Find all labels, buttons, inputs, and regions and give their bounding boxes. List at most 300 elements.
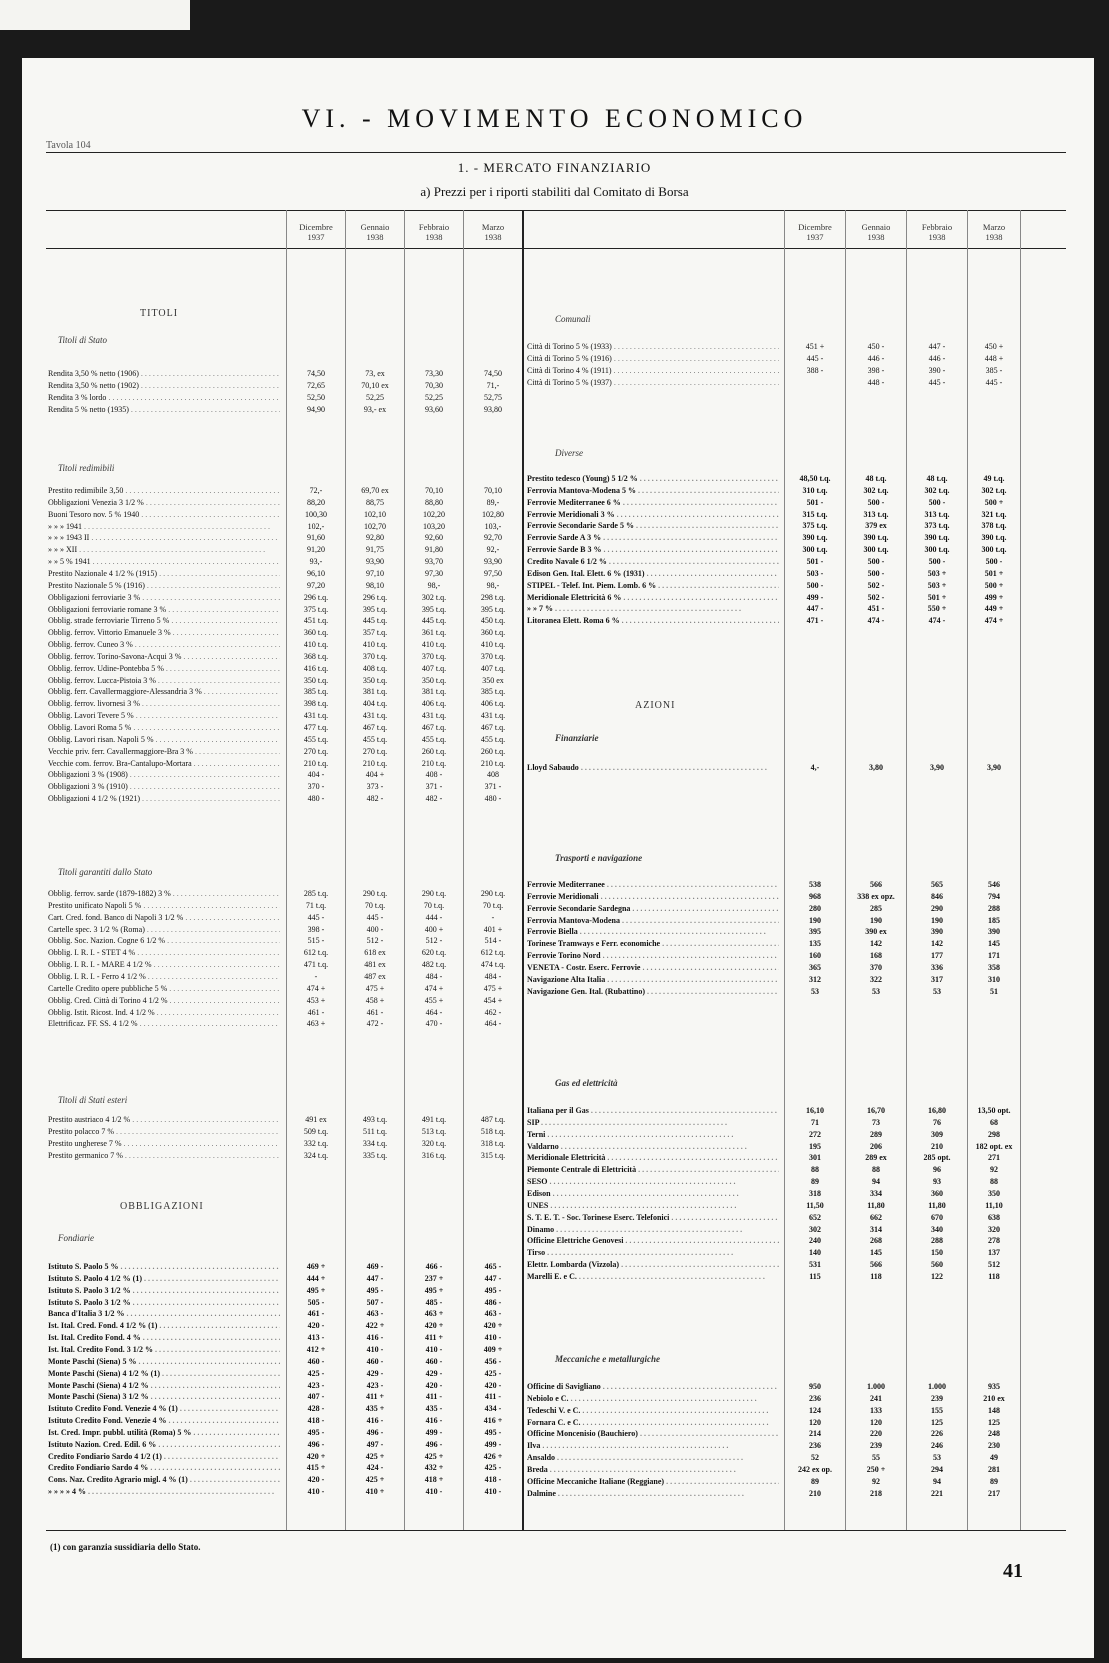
cell-value: 425 + — [365, 1452, 385, 1461]
row-label: Obblig. Lavori Roma 5 % . . . — [48, 723, 280, 732]
row-label: Obblig. Istit. Ricost. Ind. 4 1/2 % . . . — [48, 1008, 280, 1017]
cell-value: 496 - — [425, 1440, 443, 1449]
group-heading: Titoli redimibili — [58, 463, 115, 473]
cell-value: 404 - — [307, 770, 325, 779]
section-title: 1. - MERCATO FINANZIARIO — [457, 160, 652, 175]
cell-value: 93,60 — [425, 405, 443, 414]
row-label: Obblig. ferrov. Lucca-Pistoia 3 % . . . — [48, 676, 280, 685]
page-number: 41 — [1003, 1560, 1023, 1582]
cell-value: 302 — [809, 1225, 821, 1234]
cell-value: 461 - — [307, 1008, 325, 1017]
row-label: Obbligazioni 4 1/2 % (1921) . . . — [48, 794, 280, 803]
row-label: Obbligazioni 3 % (1908) . . . — [48, 770, 280, 779]
row-label: Istituto S. Paolo 4 1/2 % (1) . . . — [48, 1274, 280, 1283]
cell-value: 408 t.q. — [362, 664, 388, 673]
row-label: » » 7 % . . . — [527, 604, 779, 613]
row-label: Meridionale Elettricità 6 % . . . — [527, 593, 779, 602]
cell-value: 317 — [931, 975, 943, 984]
cell-value: 52,50 — [307, 393, 325, 402]
row-label: Obbligazioni Venezia 3 1/2 % . . . — [48, 498, 280, 507]
cell-value: 455 t.q. — [303, 735, 329, 744]
cell-value: 168 — [870, 951, 882, 960]
section-heading: OBBLIGAZIONI — [120, 1201, 204, 1212]
column-header: Marzo 1938 — [982, 222, 1006, 242]
cell-value: 1.000 — [928, 1382, 946, 1391]
row-label: Prestito ungherese 7 % . . . — [48, 1139, 280, 1148]
cell-value: 495 - — [484, 1286, 502, 1295]
cell-value: 217 — [988, 1489, 1000, 1498]
table-row — [0, 557, 1109, 569]
table-row — [0, 951, 1109, 963]
cell-value: 395 t.q. — [421, 605, 447, 614]
cell-value: 270 t.q. — [362, 747, 388, 756]
row-label: Ferrovie Biella . . . — [527, 927, 779, 936]
cell-value: 171 — [988, 951, 1000, 960]
cell-value: 480 - — [307, 794, 325, 803]
row-label: » » » 1941 . . . — [48, 522, 280, 531]
row-label: Officine Elettriche Genovesi . . . — [527, 1236, 779, 1245]
table-row — [0, 880, 1109, 892]
cell-value: 72,65 — [307, 381, 325, 390]
table-row — [0, 486, 1109, 498]
cell-value: 418 - — [307, 1416, 325, 1425]
cell-value: 381 t.q. — [362, 687, 388, 696]
cell-value: 350 — [988, 1189, 1000, 1198]
cell-value: 445 - — [366, 913, 384, 922]
cell-value: 125 — [931, 1418, 943, 1427]
cell-value: 431 t.q. — [480, 711, 506, 720]
table-row — [0, 1118, 1109, 1130]
cell-value: 429 - — [366, 1369, 384, 1378]
cell-value: 285 opt. — [923, 1153, 951, 1162]
cell-value: 91,80 — [425, 545, 443, 554]
table-row — [0, 1189, 1109, 1201]
cell-value: 447 - — [484, 1274, 502, 1283]
row-label: Vecchie priv. ferr. Cavallermaggiore-Bra 3 % . . . — [48, 747, 280, 756]
cell-value: 371 - — [484, 782, 502, 791]
cell-value: 288 — [931, 1236, 943, 1245]
row-label: Monte Paschi (Siena) 5 % . . . — [48, 1357, 280, 1366]
cell-value: 454 + — [483, 996, 503, 1005]
cell-value: 390 t.q. — [981, 533, 1007, 542]
cell-value: 11,50 — [806, 1201, 824, 1210]
cell-value: 55 — [872, 1453, 880, 1462]
row-label: Monte Paschi (Siena) 3 1/2 % . . . — [48, 1392, 280, 1401]
cell-value: 612 t.q. — [480, 948, 506, 957]
cell-value: 371 - — [425, 782, 443, 791]
row-label: Ferrovie Sarde B 3 % . . . — [527, 545, 779, 554]
cell-value: 124 — [809, 1406, 821, 1415]
cell-value: 404 t.q. — [362, 699, 388, 708]
cell-value: 501 + — [984, 569, 1004, 578]
cell-value: 463 + — [424, 1309, 444, 1318]
cell-value: 250 + — [866, 1465, 886, 1474]
cell-value: 495 - — [366, 1286, 384, 1295]
cell-value: 461 - — [366, 1008, 384, 1017]
table-row — [0, 975, 1109, 987]
cell-value: 73, ex — [365, 369, 385, 378]
cell-value: 102,10 — [364, 510, 386, 519]
cell-value: 142 — [870, 939, 882, 948]
cell-value: 272 — [809, 1130, 821, 1139]
group-heading: Gas ed elettricità — [555, 1078, 618, 1088]
table-bottom-rule — [46, 1530, 1066, 1531]
cell-value: 93,90 — [484, 557, 502, 566]
column-header: Febbraio 1938 — [921, 222, 953, 242]
row-label: Elettrificaz. FF. SS. 4 1/2 % . . . — [48, 1019, 280, 1028]
cell-value: 390 t.q. — [924, 533, 950, 542]
cell-value: 474 + — [306, 984, 326, 993]
cell-value: 48,50 t.q. — [799, 474, 831, 483]
cell-value: 313 t.q. — [924, 510, 950, 519]
cell-value: 221 — [931, 1489, 943, 1498]
group-heading: Meccaniche e metallurgiche — [555, 1354, 660, 1364]
row-label: Litoranea Elett. Roma 6 % . . . — [527, 616, 779, 625]
group-heading: Titoli di Stati esteri — [58, 1095, 128, 1105]
cell-value: 425 - — [484, 1369, 502, 1378]
cell-value: 514 - — [484, 936, 502, 945]
cell-value: 294 — [931, 1465, 943, 1474]
cell-value: 495 + — [424, 1286, 444, 1295]
cell-value: 98,10 — [366, 581, 384, 590]
cell-value: 408 - — [425, 770, 443, 779]
row-label: Ferrovie Mediterranee . . . — [527, 880, 779, 889]
cell-value: 410 - — [484, 1487, 502, 1496]
cell-value: 218 — [870, 1489, 882, 1498]
cell-value: 502 - — [867, 581, 885, 590]
cell-value: 239 — [931, 1394, 943, 1403]
cell-value: 4,- — [810, 763, 820, 772]
cell-value: 453 + — [306, 996, 326, 1005]
row-label: Istituto Nazion. Cred. Edil. 6 % . . . — [48, 1440, 280, 1449]
cell-value: 102,20 — [423, 510, 445, 519]
cell-value: 846 — [931, 892, 943, 901]
cell-value: 435 - — [425, 1404, 443, 1413]
cell-value: 210 t.q. — [480, 759, 506, 768]
cell-value: 500 + — [984, 498, 1004, 507]
cell-value: 404 + — [365, 770, 385, 779]
cell-value: 300 t.q. — [802, 545, 828, 554]
cell-value: 334 — [870, 1189, 882, 1198]
row-label: Ist. Cred. Impr. pubbl. utilità (Roma) 5 % . . . — [48, 1428, 280, 1437]
cell-value: 300 t.q. — [863, 545, 889, 554]
cell-value: 550 + — [927, 604, 947, 613]
table-row — [0, 892, 1109, 904]
cell-value: 92,60 — [425, 533, 443, 542]
cell-value: 210 t.q. — [303, 759, 329, 768]
row-label: Istituto S. Paolo 3 1/2 % . . . — [48, 1286, 280, 1295]
cell-value: 484 - — [425, 972, 443, 981]
cell-value: 469 - — [366, 1262, 384, 1271]
column-header: Gennaio 1938 — [861, 222, 891, 242]
cell-value: 302 t.q. — [863, 486, 889, 495]
cell-value: 93,- — [309, 557, 323, 566]
row-label: Ferrovia Mantova-Modena . . . — [527, 916, 779, 925]
cell-value: 390 — [988, 927, 1000, 936]
table-row — [0, 1369, 1109, 1381]
cell-value: 410 t.q. — [362, 640, 388, 649]
cell-value: 487 t.q. — [480, 1115, 506, 1124]
cell-value: 370 t.q. — [421, 652, 447, 661]
cell-value: 226 — [931, 1429, 943, 1438]
cell-value: 53 — [811, 987, 819, 996]
cell-value: 390 t.q. — [802, 533, 828, 542]
column-header: Gennaio 1938 — [360, 222, 390, 242]
group-heading: Fondiarie — [58, 1233, 94, 1243]
table-row — [0, 405, 1109, 417]
cell-value: 332 t.q. — [303, 1139, 329, 1148]
cell-value: 509 t.q. — [303, 1127, 329, 1136]
table-row — [0, 904, 1109, 916]
cell-value: 390 - — [928, 366, 946, 375]
cell-value: 502 - — [867, 593, 885, 602]
cell-value: 13,50 opt. — [977, 1106, 1011, 1115]
cell-value: 148 — [988, 1406, 1000, 1415]
cell-value: 88 — [811, 1165, 819, 1174]
cell-value: 390 — [931, 927, 943, 936]
cell-value: 431 t.q. — [303, 711, 329, 720]
cell-value: 93,90 — [366, 557, 384, 566]
cell-value: 220 — [870, 1429, 882, 1438]
cell-value: 248 — [988, 1429, 1000, 1438]
cell-value: 463 - — [484, 1309, 502, 1318]
cell-value: 449 + — [984, 604, 1004, 613]
group-heading: Titoli garantiti dallo Stato — [58, 867, 153, 877]
cell-value: 467 t.q. — [362, 723, 388, 732]
cell-value: 474 t.q. — [480, 960, 506, 969]
cell-value: 236 — [809, 1441, 821, 1450]
table-row — [0, 1477, 1109, 1489]
cell-value: 89 — [990, 1477, 998, 1486]
cell-value: 3,80 — [869, 763, 883, 772]
table-row — [0, 652, 1109, 664]
cell-value: 388 - — [806, 366, 824, 375]
cell-value: 423 - — [366, 1381, 384, 1390]
cell-value: 400 + — [424, 925, 444, 934]
cell-value: 474 + — [424, 984, 444, 993]
table-row — [0, 1453, 1109, 1465]
table-row — [0, 521, 1109, 533]
table-row — [0, 1260, 1109, 1272]
table-row — [0, 1489, 1109, 1501]
cell-value: 794 — [988, 892, 1000, 901]
row-label: Obblig. I. R. I. - Ferro 4 1/2 % . . . — [48, 972, 280, 981]
table-row — [0, 640, 1109, 652]
row-label: Prestito polacco 7 % . . . — [48, 1127, 280, 1136]
row-label: Obblig. strade ferroviarie Tirreno 5 % . . . — [48, 616, 280, 625]
cell-value: 451 + — [805, 342, 825, 351]
cell-value: 53 — [933, 987, 941, 996]
cell-value: 500 - — [806, 581, 824, 590]
table-row — [0, 474, 1109, 486]
cell-value: 74,50 — [484, 369, 502, 378]
cell-value: 70,10 — [425, 486, 443, 495]
cell-value: 460 - — [425, 1357, 443, 1366]
cell-value: 566 — [870, 880, 882, 889]
page-title: VI. - MOVIMENTO ECONOMICO — [301, 104, 808, 133]
cell-value: 94 — [933, 1477, 941, 1486]
group-heading: Titoli di Stato — [58, 335, 108, 345]
cell-value: 496 - — [307, 1440, 325, 1449]
cell-value: 466 - — [425, 1262, 443, 1271]
cell-value: 73,30 — [425, 369, 443, 378]
cell-value: 150 — [931, 1248, 943, 1257]
cell-value: 428 - — [307, 1404, 325, 1413]
cell-value: 97,10 — [366, 569, 384, 578]
cell-value: 70 t.q. — [482, 901, 504, 910]
cell-value: 361 t.q. — [421, 628, 447, 637]
cell-value: 91,20 — [307, 545, 325, 554]
row-label: Officine Moncenisio (Bauchiero) . . . — [527, 1429, 779, 1438]
cell-value: 450 t.q. — [480, 616, 506, 625]
table-row — [0, 939, 1109, 951]
cell-value: 318 — [809, 1189, 821, 1198]
cell-value: 512 - — [366, 936, 384, 945]
cell-value: 456 - — [484, 1357, 502, 1366]
cell-value: 1.000 — [867, 1382, 885, 1391]
cell-value: 493 t.q. — [362, 1115, 388, 1124]
cell-value: 499 - — [484, 1440, 502, 1449]
cell-value: 422 + — [365, 1321, 385, 1330]
row-label: Edison Gen. Ital. Elett. 6 % (1931) . . . — [527, 569, 779, 578]
row-label: Istituto S. Paolo 5 % . . . — [48, 1262, 280, 1271]
cell-value: 70 t.q. — [364, 901, 386, 910]
cell-value: 460 - — [366, 1357, 384, 1366]
cell-value: 118 — [870, 1272, 882, 1281]
cell-value: 448 - — [867, 378, 885, 387]
cell-value: 133 — [870, 1406, 882, 1415]
cell-value: 499 - — [806, 593, 824, 602]
cell-value: 426 + — [483, 1452, 503, 1461]
cell-value: 518 t.q. — [480, 1127, 506, 1136]
row-label: Prestito Nazionale 4 1/2 % (1915) . . . — [48, 569, 280, 578]
row-label: S. T. E. T. - Soc. Torinese Eserc. Telefonici . . . — [527, 1213, 779, 1222]
row-label: Officine Meccaniche Italiane (Reggiane) . . . — [527, 1477, 779, 1486]
row-label: Rendita 3,50 % netto (1906) . . . — [48, 369, 280, 378]
cell-value: 350 t.q. — [303, 676, 329, 685]
row-label: Obbligazioni 3 % (1910) . . . — [48, 782, 280, 791]
row-label: Obblig. ferrov. Cuneo 3 % . . . — [48, 640, 280, 649]
cell-value: 316 t.q. — [421, 1151, 447, 1160]
table-row — [0, 1321, 1109, 1333]
cell-value: 472 - — [366, 1019, 384, 1028]
row-label: Navigazione Gen. Ital. (Rubattino) . . . — [527, 987, 779, 996]
cell-value: 406 t.q. — [421, 699, 447, 708]
cell-value: 48 t.q. — [865, 474, 887, 483]
cell-value: 390 t.q. — [863, 533, 889, 542]
table-row — [0, 1309, 1109, 1321]
cell-value: 446 - — [928, 354, 946, 363]
cell-value: 407 t.q. — [480, 664, 506, 673]
cell-value: 385 t.q. — [303, 687, 329, 696]
row-label: Ist. Ital. Credito Fond. 3 1/2 % . . . — [48, 1345, 280, 1354]
cell-value: 398 t.q. — [303, 699, 329, 708]
row-label: » » » 1943 II . . . — [48, 533, 280, 542]
cell-value: 288 — [988, 904, 1000, 913]
cell-value: 190 — [870, 916, 882, 925]
cell-value: 638 — [988, 1213, 1000, 1222]
cell-value: 370 — [870, 963, 882, 972]
row-label: Obblig. ferr. Cavallermaggiore-Alessandria 3 % . . . — [48, 687, 280, 696]
cell-value: 424 - — [366, 1463, 384, 1472]
row-label: Ist. Ital. Credito Fond. 4 % . . . — [48, 1333, 280, 1342]
cell-value: 652 — [809, 1213, 821, 1222]
cell-value: 69,70 ex — [361, 486, 389, 495]
cell-value: 620 t.q. — [421, 948, 447, 957]
cell-value: 513 t.q. — [421, 1127, 447, 1136]
cell-value: 320 — [988, 1225, 1000, 1234]
cell-value: 495 + — [306, 1286, 326, 1295]
cell-value: 88 — [990, 1177, 998, 1186]
cell-value: 76 — [933, 1118, 941, 1127]
row-label: Obblig. I. R. I. - MARE 4 1/2 % . . . — [48, 960, 280, 969]
cell-value: 407 t.q. — [421, 664, 447, 673]
cell-value: 432 + — [424, 1463, 444, 1472]
cell-value: 618 ex — [364, 948, 386, 957]
table-row — [0, 366, 1109, 378]
row-label: Elettr. Lombarda (Vizzola) . . . — [527, 1260, 779, 1269]
cell-value: 503 + — [927, 581, 947, 590]
cell-value: 410 - — [366, 1345, 384, 1354]
cell-value: 210 t.q. — [421, 759, 447, 768]
cell-value: 410 - — [484, 1333, 502, 1342]
cell-value: 52,25 — [425, 393, 443, 402]
cell-value: 462 - — [484, 1008, 502, 1017]
cell-value: 16,10 — [806, 1106, 824, 1115]
table-row — [0, 1272, 1109, 1284]
row-label: Fornara C. e C. . . . — [527, 1418, 779, 1427]
row-label: Obblig. ferrov. Torino-Savona-Acqui 3 % . . . — [48, 652, 280, 661]
cell-value: 411 - — [425, 1392, 443, 1401]
cell-value: 242 ex op. — [798, 1465, 832, 1474]
group-heading: Comunali — [555, 314, 591, 324]
cell-value: 499 - — [425, 1428, 443, 1437]
table-row — [0, 699, 1109, 711]
table-row — [0, 1465, 1109, 1477]
cell-value: 379 ex — [865, 521, 887, 530]
cell-value: 385 - — [985, 366, 1003, 375]
cell-value: 531 — [809, 1260, 821, 1269]
cell-value: 49 t.q. — [983, 474, 1005, 483]
cell-value: - — [491, 913, 495, 922]
cell-value: 503 + — [927, 569, 947, 578]
cell-value: 93 — [933, 1177, 941, 1186]
cell-value: 49 — [990, 1453, 998, 1462]
cell-value: 416 t.q. — [303, 664, 329, 673]
cell-value: 271 — [988, 1153, 1000, 1162]
cell-value: 416 - — [425, 1416, 443, 1425]
group-heading: Trasporti e navigazione — [555, 853, 643, 863]
cell-value: 93,80 — [484, 405, 502, 414]
cell-value: 448 + — [984, 354, 1004, 363]
cell-value: 88,80 — [425, 498, 443, 507]
cell-value: 670 — [931, 1213, 943, 1222]
cell-value: 471 - — [806, 616, 824, 625]
row-label: Città di Torino 4 % (1911) . . . — [527, 366, 779, 375]
cell-value: 210 — [931, 1142, 943, 1151]
cell-value: 125 — [988, 1418, 1000, 1427]
cell-value: 420 - — [425, 1381, 443, 1390]
cell-value: 410 - — [425, 1345, 443, 1354]
cell-value: 51 — [990, 987, 998, 996]
row-label: Vecchie com. ferrov. Bra-Cantalupo-Mortara . . . — [48, 759, 280, 768]
cell-value: 360 — [931, 1189, 943, 1198]
table-row — [0, 342, 1109, 354]
table-row — [0, 545, 1109, 557]
cell-value: 467 t.q. — [480, 723, 506, 732]
cell-value: 512 — [988, 1260, 1000, 1269]
cell-value: 320 t.q. — [421, 1139, 447, 1148]
